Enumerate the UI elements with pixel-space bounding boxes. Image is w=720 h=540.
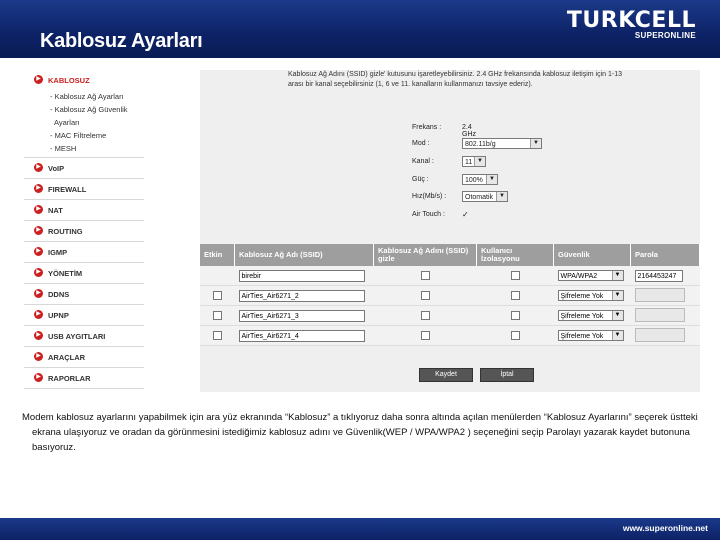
- header-band: [0, 0, 720, 58]
- chevron-down-icon: ▼: [486, 175, 497, 184]
- sidebar-item-routing[interactable]: [24, 221, 144, 242]
- column-header: Kullanıcı İzolasyonu: [477, 244, 554, 266]
- arrow-icon: ▶: [34, 247, 43, 256]
- sidebar-item-label: ROUTING: [48, 227, 83, 236]
- arrow-icon: ▶: [34, 268, 43, 277]
- logo-sub: SUPERONLINE: [634, 31, 696, 40]
- sidebar-item-araclar[interactable]: [24, 347, 144, 368]
- security-value: Şifreleme Yok: [560, 313, 604, 320]
- sidebar-item-upnp[interactable]: [24, 305, 144, 326]
- ssid-input[interactable]: birebir: [239, 270, 365, 282]
- arrow-icon: ▶: [34, 205, 43, 214]
- submenu-item[interactable]: - MAC Filtreleme: [50, 131, 107, 140]
- footer-band: [0, 518, 720, 540]
- chevron-down-icon: ▼: [612, 311, 623, 320]
- sidebar-item-raporlar[interactable]: [24, 368, 144, 389]
- sidebar-item-label: RAPORLAR: [48, 374, 91, 383]
- sidebar-item-yonetim[interactable]: [24, 263, 144, 284]
- sidebar-item-firewall[interactable]: [24, 179, 144, 200]
- column-header: Etkin: [200, 244, 235, 266]
- chevron-down-icon: ▼: [530, 139, 541, 148]
- caption: [22, 410, 702, 455]
- frequency-value: 2.4 GHz: [462, 124, 476, 138]
- password-input[interactable]: 2164453247: [635, 270, 683, 282]
- intro-line: arası bir kanal seçebilirsiniz (1, 6 ve 11. kanalların kullanmanızı tavsiye ederiz).: [288, 81, 533, 88]
- table-row: [200, 306, 700, 326]
- speed-value: Otomatik: [465, 194, 494, 201]
- security-select[interactable]: [558, 270, 624, 281]
- sidebar-item-label: ARAÇLAR: [48, 353, 86, 362]
- airtouch-label: Air Touch :: [412, 211, 445, 218]
- hide-ssid-checkbox[interactable]: [421, 311, 430, 320]
- isolation-checkbox[interactable]: [511, 291, 520, 300]
- sidebar-item-label: VoIP: [48, 164, 65, 173]
- security-select[interactable]: [558, 310, 624, 321]
- sidebar-item-usb[interactable]: [24, 326, 144, 347]
- sidebar-item-voip[interactable]: [24, 158, 144, 179]
- table-row: [200, 266, 700, 286]
- submenu-item[interactable]: - MESH: [50, 144, 77, 153]
- router-screenshot: [24, 70, 700, 392]
- arrow-icon: ▶: [34, 184, 43, 193]
- sidebar-item-label: UPNP: [48, 311, 69, 320]
- sidebar-item-label: USB AYGITLARI: [48, 332, 106, 341]
- sidebar-item-label: IGMP: [48, 248, 68, 257]
- password-input[interactable]: [635, 288, 685, 302]
- mode-value: 802.11b/g: [465, 141, 496, 148]
- turkcell-logo: [567, 8, 696, 40]
- password-input[interactable]: [635, 328, 685, 342]
- hide-ssid-checkbox[interactable]: [421, 331, 430, 340]
- enabled-cell: [200, 266, 235, 286]
- airtouch-checkbox[interactable]: ✓: [462, 210, 469, 219]
- speed-label: Hız(Mb/s) :: [412, 193, 447, 200]
- sidebar-item-label: NAT: [48, 206, 63, 215]
- sidebar-item-label: FIREWALL: [48, 185, 87, 194]
- mode-label: Mod :: [412, 140, 430, 147]
- speed-select[interactable]: [462, 191, 508, 202]
- channel-value: 11: [465, 159, 473, 166]
- power-label: Güç :: [412, 176, 429, 183]
- isolation-checkbox[interactable]: [511, 331, 520, 340]
- hide-ssid-checkbox[interactable]: [421, 291, 430, 300]
- channel-label: Kanal :: [412, 158, 434, 165]
- sidebar: [24, 70, 144, 392]
- mode-select[interactable]: [462, 138, 542, 149]
- column-header: Güvenlik: [554, 244, 631, 266]
- security-value: WPA/WPA2: [560, 273, 598, 280]
- security-select[interactable]: [558, 330, 624, 341]
- enabled-checkbox[interactable]: [213, 331, 222, 340]
- arrow-icon: ▶: [34, 352, 43, 361]
- wireless-submenu: [24, 90, 144, 158]
- chevron-down-icon: ▼: [496, 192, 507, 201]
- power-select[interactable]: [462, 174, 498, 185]
- sidebar-item-kablosuz[interactable]: [24, 70, 144, 90]
- power-value: 100%: [465, 177, 483, 184]
- channel-select[interactable]: [462, 156, 486, 167]
- frequency-label: Frekans :: [412, 124, 442, 131]
- column-header: Kablosuz Ağ Adını (SSID) gizle: [374, 244, 477, 266]
- logo-brand: TURKCELL: [566, 8, 696, 33]
- arrow-icon: ▶: [34, 310, 43, 319]
- table-row: [200, 286, 700, 306]
- enabled-checkbox[interactable]: [213, 311, 222, 320]
- arrow-icon: ▶: [34, 75, 43, 84]
- submenu-item[interactable]: - Kablosuz Ağ Ayarları: [50, 92, 124, 101]
- chevron-down-icon: ▼: [612, 291, 623, 300]
- arrow-icon: ▶: [34, 163, 43, 172]
- chevron-down-icon: ▼: [474, 157, 485, 166]
- sidebar-item-igmp[interactable]: [24, 242, 144, 263]
- ssid-input[interactable]: AirTies_Air6271_4: [239, 330, 365, 342]
- ssid-input[interactable]: AirTies_Air6271_2: [239, 290, 365, 302]
- footer-url: www.superonline.net: [622, 523, 708, 533]
- intro-line: Kablosuz Ağ Adını (SSID) gizle' kutusunu işaretleyebilirsiniz. 2.4 GHz frekansında kablosuz iletişim için 1-13: [288, 71, 622, 78]
- security-value: Şifreleme Yok: [560, 333, 604, 340]
- table-row: [200, 326, 700, 346]
- page-title: Kablosuz Ayarları: [40, 30, 203, 52]
- arrow-icon: ▶: [34, 373, 43, 382]
- submenu-item[interactable]: - Kablosuz Ağ Güvenlik: [50, 105, 128, 114]
- column-header: Parola: [631, 244, 700, 266]
- chevron-down-icon: ▼: [612, 271, 623, 280]
- sidebar-item-label: YÖNETİM: [48, 269, 83, 278]
- ssid-table: [200, 244, 700, 346]
- enabled-checkbox[interactable]: [213, 291, 222, 300]
- ssid-input[interactable]: AirTies_Air6271_3: [239, 310, 365, 322]
- main-content: [200, 70, 700, 392]
- sidebar-item-label: DDNS: [48, 290, 70, 299]
- arrow-icon: ▶: [34, 289, 43, 298]
- chevron-down-icon: ▼: [612, 331, 623, 340]
- caption-text: Modem kablosuz ayarlarını yapabilmek için ara yüz ekranında “Kablosuz” a tıklıyoruz daha sonra altında açılan menülerden “Kablosuz Ayarlarını” seçerek üstteki ekrana ulaşıyoruz ve oradan da görünmesini istediğimiz kablosuz adını ve Güvenlik(WEP / WPA/WPA2 ) seçeneğini seçip Parolayı yazarak kaydet butonuna basıyoruz.: [22, 412, 698, 453]
- sidebar-item-ddns[interactable]: [24, 284, 144, 305]
- security-value: Şifreleme Yok: [560, 293, 604, 300]
- sidebar-item-nat[interactable]: [24, 200, 144, 221]
- hide-ssid-checkbox[interactable]: [421, 271, 430, 280]
- intro-text: [288, 70, 688, 90]
- password-input[interactable]: [635, 308, 685, 322]
- arrow-icon: ▶: [34, 331, 43, 340]
- cancel-button[interactable]: İptal: [480, 368, 534, 382]
- column-header: Kablosuz Ağ Adı (SSID): [235, 244, 374, 266]
- isolation-checkbox[interactable]: [511, 311, 520, 320]
- sidebar-item-label: KABLOSUZ: [48, 76, 90, 85]
- arrow-icon: ▶: [34, 226, 43, 235]
- save-button[interactable]: Kaydet: [419, 368, 473, 382]
- isolation-checkbox[interactable]: [511, 271, 520, 280]
- security-select[interactable]: [558, 290, 624, 301]
- submenu-item[interactable]: Ayarları: [54, 118, 80, 127]
